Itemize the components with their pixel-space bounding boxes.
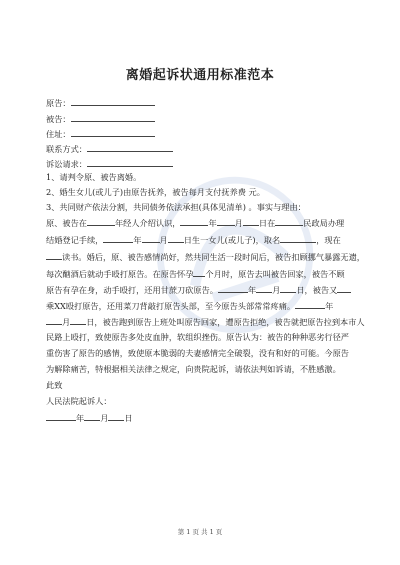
defendant-blank [71, 113, 155, 122]
plaintiff-blank [71, 97, 155, 106]
defendant-line [46, 113, 155, 124]
facts-line: 读书。婚后，原、被告感情尚好，然共同生活一段时间后，被告扣顾挪气暴露无遗， [46, 251, 365, 262]
document-title: 离婚起诉状通用标准范本 [125, 68, 275, 83]
facts-line: 重伤害了原告的感情，致使原本脆弱的夫妻感情完全破裂，没有和好的可能。今原告 [46, 348, 349, 358]
claims-label: 诉讼请求： [46, 159, 87, 169]
date-line: 年 月 日 [46, 412, 133, 423]
plaintiff-line [46, 97, 155, 108]
facts-line: 乘XX殴打原告，还用菜刀背敲打原告头部，至今原告头部常常疼痛。 年 [46, 301, 334, 311]
facts-line: 月 日，被告跑到原告上班处叫原告回家，遭原告拒绝，被告就把原告拉到本市人 [46, 316, 365, 327]
facts-line: 原告有孕在身，动手殴打，还用甘蔗刀砍原告。 年 月 日，被告又 [46, 284, 351, 295]
facts-line: 为解除痛苦，特根据相关法律之规定，向贵院起诉，请依法判如诉请，不胜感激。 [46, 364, 341, 374]
facts-line: 结婚登记手续， 年 月 日生一女儿(或儿子)，取名 ，现在 [46, 235, 341, 245]
claims-line [46, 158, 173, 169]
court-line: 人民法院起诉人： [46, 396, 112, 406]
address-blank [71, 128, 155, 137]
claim-item: 3、共同财产依法分割，共同债务依法承担(具体见清单) 。事实与理由： [46, 202, 306, 212]
claim-item: 1、请判令原、被告离婚。 [46, 172, 142, 182]
defendant-label: 被告： [46, 114, 71, 124]
contact-line [46, 143, 173, 154]
address-line [46, 128, 155, 139]
facts-line: 原、被告在 年经人介绍认识， 年 月 日在 民政局办理 [46, 218, 345, 228]
address-label: 住址： [46, 129, 71, 139]
facts-line: 每次酗酒后就动手殴打原告。在原告怀孕 个月时，原告去叫被告回家，被告不顾 [46, 269, 345, 279]
claim-item: 2、婚生女儿(或儿子)由原告抚养，被告每月支付抚养费 元。 [46, 187, 265, 197]
contact-label: 联系方式： [46, 144, 87, 154]
claims-blank [87, 158, 173, 167]
contact-blank [87, 143, 173, 152]
facts-line: 民路上殴打，致使原告多处皮血肿，软组织挫伤。原告认为：被告的种种恶劣行径严 [46, 332, 349, 342]
page-footer: 第 1 页 共 1 页 [177, 528, 223, 536]
plaintiff-label: 原告： [46, 98, 71, 108]
closing-text: 此致 [46, 380, 63, 390]
